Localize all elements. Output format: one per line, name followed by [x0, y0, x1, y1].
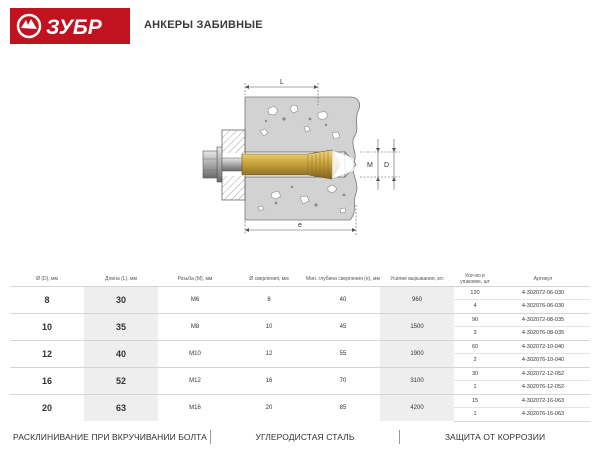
cell-pack-qty: 30 — [454, 367, 496, 381]
cell-pack-qty: 15 — [454, 394, 496, 408]
column-header: Ø сверления, мм — [249, 275, 289, 282]
cell-pack-qty: 2 — [473, 357, 477, 364]
cell-drill-diameter: 20 — [232, 394, 306, 421]
feature-wedging: РАСКЛИНИВАНИЕ ПРИ ВКРУЧИВАНИИ БОЛТА — [13, 432, 207, 442]
cell-length: 30 — [84, 286, 158, 313]
cell-drill-diameter: 12 — [232, 340, 306, 367]
column-header: Мин. глубина сверления (e), мм — [306, 275, 380, 282]
cell-diameter: 8 — [10, 286, 84, 313]
cell-length: 35 — [84, 313, 158, 340]
cell-pack-qty: 1 — [473, 384, 477, 391]
bolt-head — [203, 151, 217, 178]
cell-pack-qty: 4 — [473, 303, 477, 310]
feature-carbon-steel: УГЛЕРОДИСТАЯ СТАЛЬ — [255, 432, 355, 442]
cell-thread: M16 — [158, 394, 232, 421]
dimension-d-label: D — [384, 162, 390, 169]
table-row — [10, 367, 590, 381]
cell-drill-depth: 45 — [306, 313, 380, 340]
cell-sku: 4-302072-08-035 — [496, 313, 590, 327]
cell-pull-force: 1900 — [380, 340, 454, 367]
cell-pull-force: 4200 — [380, 394, 454, 421]
table-row — [10, 394, 590, 408]
anchor-diagram — [200, 75, 430, 240]
cell-pull-force: 3100 — [380, 367, 454, 394]
cell-sku: 4-302076-06-030 — [521, 303, 565, 310]
page-title: АНКЕРЫ ЗАБИВНЫЕ — [144, 19, 263, 31]
cell-pull-force: 960 — [380, 286, 454, 313]
cell-sku: 4-302072-10-040 — [496, 340, 590, 354]
column-header: Артикул — [533, 275, 553, 282]
cell-sku: 4-302076-12-052 — [521, 384, 565, 391]
table-row — [10, 286, 590, 300]
cell-thread: M10 — [158, 340, 232, 367]
dimension-m-label: M — [367, 162, 373, 169]
cell-sku: 4-302072-12-052 — [496, 367, 590, 381]
cell-drill-diameter: 16 — [232, 367, 306, 394]
cell-drill-depth: 85 — [306, 394, 380, 421]
cell-drill-depth: 40 — [306, 286, 380, 313]
cell-diameter: 20 — [10, 394, 84, 421]
table-header-row — [10, 272, 590, 286]
washer — [217, 147, 222, 182]
cell-drill-depth: 70 — [306, 367, 380, 394]
column-header: Усилие вырывания, кгс — [390, 275, 444, 282]
dimension-l-label: L — [280, 79, 284, 86]
anchor-sleeve — [242, 150, 340, 179]
spec-table — [10, 272, 590, 422]
cell-sku: 4-302072-06-030 — [496, 286, 590, 300]
cell-sku: 4-302076-08-035 — [521, 330, 565, 337]
cell-thread: M8 — [158, 313, 232, 340]
feature-strip — [10, 428, 590, 446]
cell-length: 52 — [84, 367, 158, 394]
feature-corrosion-protection: ЗАЩИТА ОТ КОРРОЗИИ — [444, 432, 546, 442]
cell-drill-diameter: 8 — [232, 286, 306, 313]
cell-diameter: 12 — [10, 340, 84, 367]
table-row — [10, 313, 590, 327]
dimension-e-label: e — [298, 222, 302, 229]
column-header: Резьба (M), мм — [177, 275, 213, 282]
cell-diameter: 10 — [10, 313, 84, 340]
cell-pack-qty: 60 — [454, 340, 496, 354]
cell-thread: M6 — [158, 286, 232, 313]
cell-sku: 4-302076-16-063 — [496, 408, 590, 422]
cell-length: 40 — [84, 340, 158, 367]
column-header: Ø (D), мм — [36, 275, 58, 282]
cell-length: 63 — [84, 394, 158, 421]
cell-sku: 4-302076-10-040 — [521, 357, 565, 364]
cell-diameter: 16 — [10, 367, 84, 394]
cell-pack-qty: 3 — [473, 330, 477, 337]
cell-drill-depth: 55 — [306, 340, 380, 367]
cell-pack-qty: 1 — [454, 408, 496, 422]
column-header: Длина (L), мм — [105, 275, 137, 282]
cell-sku: 4-302072-16-063 — [496, 394, 590, 408]
cell-pull-force: 1500 — [380, 313, 454, 340]
cell-pack-qty: 90 — [454, 313, 496, 327]
zubr-logo-icon — [10, 8, 130, 44]
cell-drill-diameter: 10 — [232, 313, 306, 340]
cell-thread: M12 — [158, 367, 232, 394]
column-header: Кол-во в упаковке, шт — [460, 272, 490, 285]
table-row — [10, 340, 590, 354]
logo-wordmark: ЗУБР — [46, 16, 102, 39]
cell-pack-qty: 120 — [454, 286, 496, 300]
brand-logo — [10, 8, 130, 44]
